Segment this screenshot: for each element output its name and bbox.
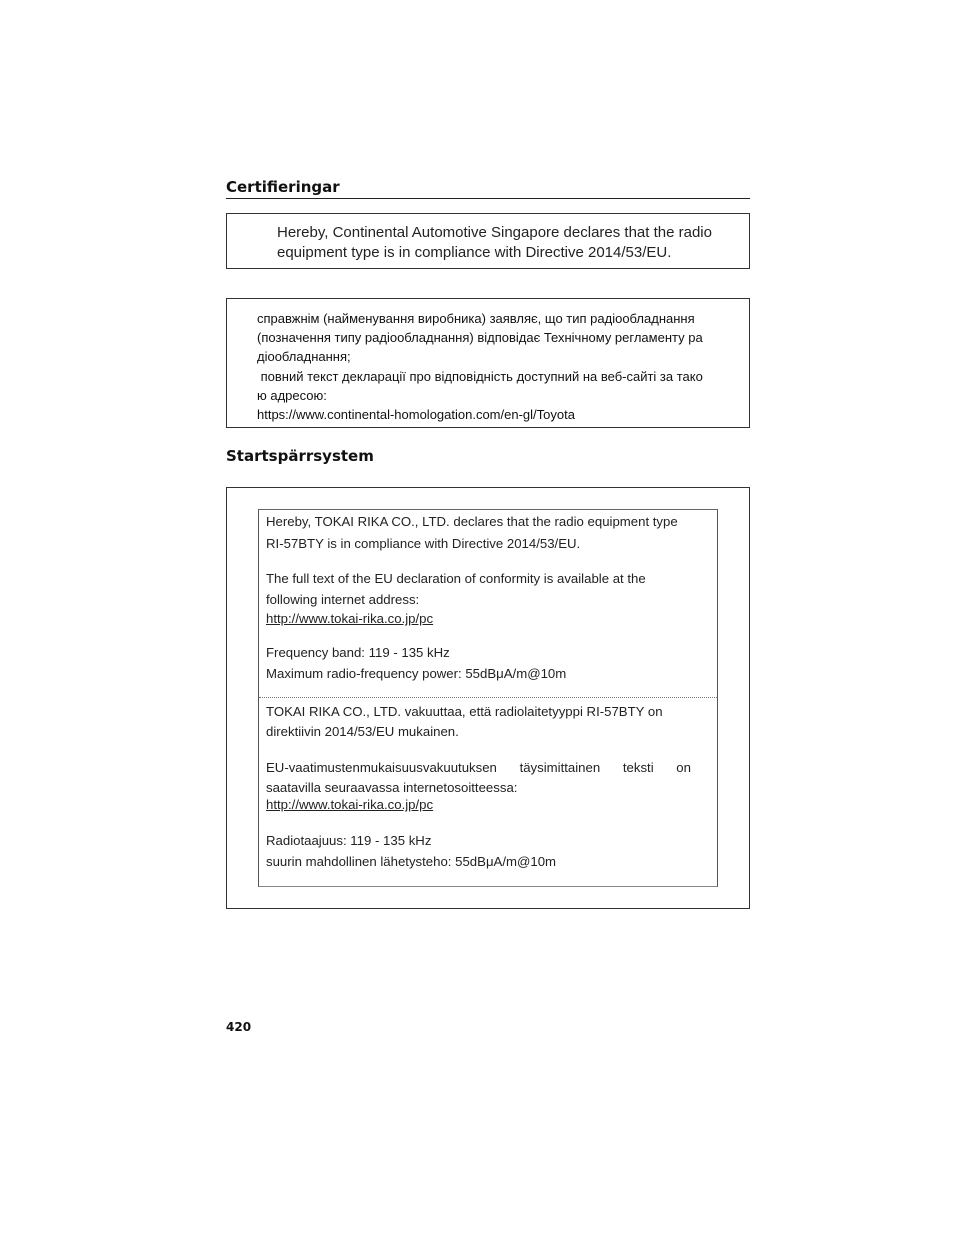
declaration-line: Hereby, Continental Automotive Singapore declares that the radio (277, 224, 712, 241)
frequency-band: Frequency band: 119 - 135 kHz (266, 645, 450, 660)
max-rf-power: Maximum radio-frequency power: 55dBμA/m@10m (266, 666, 567, 681)
word: täysimittainen (519, 760, 601, 775)
declaration-line-fi: saatavilla seuraavassa internetosoitteessa: (266, 780, 518, 795)
declaration-text (257, 309, 737, 424)
section-title-immobilizer: Startspärrsystem (226, 447, 374, 465)
page-number: 420 (226, 1020, 252, 1034)
section-divider (259, 697, 717, 698)
declaration-line: повний текст декларації про відповідність доступний на веб-сайті за тако (257, 368, 703, 384)
declaration-link-fi[interactable] (266, 797, 433, 812)
declaration-url: https://www.continental-homologation.com/en-gl/Toyota (257, 407, 575, 423)
radio-frequency-fi: Radiotaajuus: 119 - 135 kHz (266, 833, 432, 848)
declaration-line: Hereby, TOKAI RIKA CO., LTD. declares that the radio equipment type (266, 514, 678, 529)
title-divider (226, 198, 750, 199)
declaration-line: The full text of the EU declaration of conformity is available at the (266, 571, 646, 586)
tokai-declaration-label (258, 509, 718, 887)
word: teksti (622, 760, 654, 775)
declaration-line: RI-57BTY is in compliance with Directive 2014/53/EU. (266, 536, 581, 551)
max-power-fi: suurin mahdollinen lähetysteho: 55dBμA/m@10m (266, 854, 557, 869)
declaration-link-en[interactable] (266, 611, 433, 626)
declaration-line: following internet address: (266, 592, 420, 607)
declaration-text (277, 223, 727, 263)
declaration-box-continental-uk (226, 298, 750, 428)
declaration-line-fi: TOKAI RIKA CO., LTD. vakuuttaa, että radiolaitetyyppi RI-57BTY on (266, 704, 663, 719)
declaration-box-continental-en (226, 213, 750, 269)
declaration-line-fi: direktiivin 2014/53/EU mukainen. (266, 724, 459, 739)
declaration-line: equipment type is in compliance with Directive 2014/53/EU. (277, 244, 672, 261)
declaration-line: діообладнання; (257, 349, 351, 365)
declaration-line: ю адресою: (257, 387, 327, 403)
declaration-line: (позначення типу радіообладнання) відповідає Технічному регламенту ра (257, 330, 703, 346)
word: on (676, 760, 691, 775)
tokai-rika-link[interactable]: http://www.tokai-rika.co.jp/pc (266, 797, 434, 812)
declaration-line-fi-justified (266, 760, 691, 775)
word: EU-vaatimustenmukaisuusvakuutuksen (266, 760, 497, 775)
declaration-line: справжнім (найменування виробника) заявляє, що тип радіообладнання (257, 311, 695, 326)
section-title-certifications: Certifieringar (226, 178, 340, 196)
tokai-rika-link[interactable]: http://www.tokai-rika.co.jp/pc (266, 611, 434, 626)
